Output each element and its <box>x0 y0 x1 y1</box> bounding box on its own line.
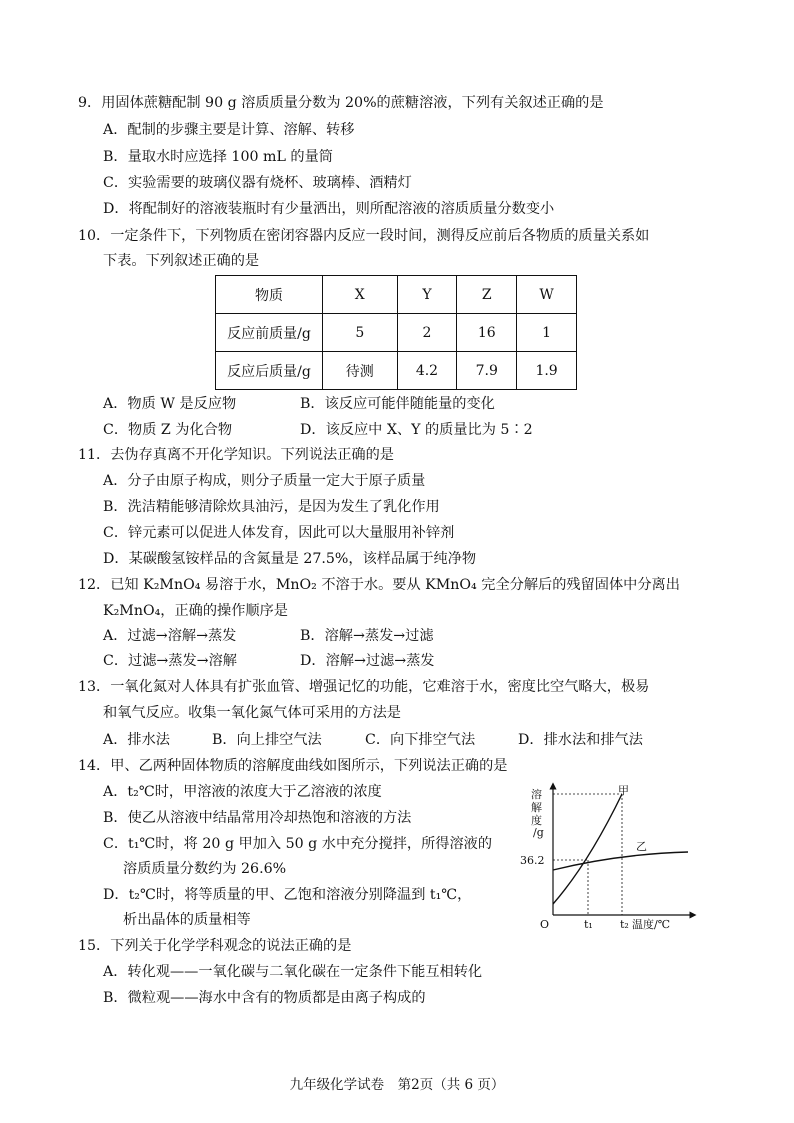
q11-stem: 11．去伪存真离不开化学知识。下列说法正确的是 <box>78 447 394 463</box>
q10-option-a: A．物质 W 是反应物 <box>103 396 237 412</box>
table-row <box>216 276 577 314</box>
origin-label: O <box>540 918 550 931</box>
table-cell: X <box>323 276 398 314</box>
q9-option-b: B．量取水时应选择 100 mL 的量筒 <box>103 149 333 165</box>
table-cell: 物质 <box>216 276 323 314</box>
table-row <box>216 352 577 390</box>
q15-option-a: A．转化观——一氧化碳与二氧化碳在一定条件下能互相转化 <box>103 964 483 980</box>
q13-option-c: C．向下排空气法 <box>365 732 476 748</box>
table-cell: Y <box>397 276 457 314</box>
table-cell: 反应后质量/g <box>216 352 323 390</box>
q12-option-d: D．溶解→过滤→蒸发 <box>300 653 435 669</box>
table-cell: 5 <box>323 314 398 352</box>
q12-option-b: B．溶解→蒸发→过滤 <box>300 628 434 644</box>
q11-option-d: D．某碳酸氢铵样品的含氮量是 27.5%，该样品属于纯净物 <box>103 551 477 567</box>
q10-stem-line1: 10．一定条件下，下列物质在密闭容器内反应一段时间，测得反应前后各物质的质量关系如 <box>78 228 650 244</box>
q11-option-b: B．洗洁精能够清除炊具油污，是因为发生了乳化作用 <box>103 499 440 515</box>
t1-label: t₁ <box>584 918 593 931</box>
curve-yi <box>553 852 688 870</box>
table-cell: W <box>517 276 577 314</box>
solubility-curve-graph <box>520 782 698 932</box>
q13-option-a: A．排水法 <box>103 732 170 748</box>
q12-stem-line1: 12．已知 K₂MnO₄ 易溶于水，MnO₂ 不溶于水。要从 KMnO₄ 完全分解后的残留固体中分离出 <box>78 577 680 593</box>
table-cell: 反应前质量/g <box>216 314 323 352</box>
q13-stem-line1: 13．一氧化氮对人体具有扩张血管、增强记忆的功能，它难溶于水，密度比空气略大，极易 <box>78 679 650 695</box>
table-cell: 2 <box>397 314 457 352</box>
q11-option-c: C．锌元素可以促进人体发育，因此可以大量服用补锌剂 <box>103 525 455 541</box>
q13-option-d: D．排水法和排气法 <box>518 732 643 748</box>
q9-stem: 9．用固体蔗糖配制 90 g 溶质质量分数为 20%的蔗糖溶液，下列有关叙述正确的是 <box>78 95 604 111</box>
q14-option-a: A．t₂℃时，甲溶液的浓度大于乙溶液的浓度 <box>103 784 382 800</box>
q10-option-c: C．物质 Z 为化合物 <box>103 422 233 438</box>
curve-yi-label: 乙 <box>636 840 647 853</box>
y-axis-label: 溶解度/g <box>531 788 544 839</box>
q14-option-d-line1: D．t₂℃时，将等质量的甲、乙饱和溶液分别降温到 t₁℃， <box>103 887 472 903</box>
q12-option-a: A．过滤→溶解→蒸发 <box>103 628 237 644</box>
y-mark-label: 36.2 <box>520 854 545 867</box>
t2-label: t₂ <box>620 918 629 931</box>
q10-option-d: D．该反应中 X、Y 的质量比为 5∶2 <box>300 422 533 438</box>
q14-option-c-line2: 溶质质量分数约为 26.6% <box>123 861 287 877</box>
table-cell: Z <box>457 276 517 314</box>
q9-option-d: D．将配制好的溶液装瓶时有少量洒出，则所配溶液的溶质质量分数变小 <box>103 201 555 217</box>
q12-option-c: C．过滤→蒸发→溶解 <box>103 653 237 669</box>
q10-stem-line2: 下表。下列叙述正确的是 <box>103 253 260 269</box>
page-footer: 九年级化学试卷 第2页（共 6 页） <box>289 1077 505 1093</box>
q14-option-d-line2: 析出晶体的质量相等 <box>123 912 251 928</box>
x-axis-label: 温度/℃ <box>632 918 671 931</box>
table-cell: 1 <box>517 314 577 352</box>
q10-option-b: B．该反应可能伴随能量的变化 <box>300 396 495 412</box>
table-cell: 待测 <box>323 352 398 390</box>
q9-option-c: C．实验需要的玻璃仪器有烧杯、玻璃棒、酒精灯 <box>103 175 412 191</box>
q15-stem: 15．下列关于化学学科观念的说法正确的是 <box>78 938 352 954</box>
q10-mass-table <box>215 275 577 390</box>
table-cell: 4.2 <box>397 352 457 390</box>
q13-option-b: B．向上排空气法 <box>212 732 322 748</box>
q14-stem: 14．甲、乙两种固体物质的溶解度曲线如图所示，下列说法正确的是 <box>78 758 508 774</box>
q15-option-b: B．微粒观——海水中含有的物质都是由离子构成的 <box>103 990 426 1006</box>
curve-jia <box>553 794 622 904</box>
q14-option-c-line1: C．t₁℃时，将 20 g 甲加入 50 g 水中充分搅拌，所得溶液的 <box>103 836 493 852</box>
q11-option-a: A．分子由原子构成，则分子质量一定大于原子质量 <box>103 473 426 489</box>
q14-option-b: B．使乙从溶液中结晶常用冷却热饱和溶液的方法 <box>103 810 412 826</box>
q12-stem-line2: K₂MnO₄，正确的操作顺序是 <box>103 603 288 619</box>
table-cell: 1.9 <box>517 352 577 390</box>
table-cell: 7.9 <box>457 352 517 390</box>
q13-stem-line2: 和氧气反应。收集一氧化氮气体可采用的方法是 <box>103 705 401 721</box>
table-cell: 16 <box>457 314 517 352</box>
q9-option-a: A．配制的步骤主要是计算、溶解、转移 <box>103 122 355 138</box>
table-row <box>216 314 577 352</box>
curve-jia-label: 甲 <box>618 784 629 797</box>
solubility-curve-svg <box>520 782 698 932</box>
